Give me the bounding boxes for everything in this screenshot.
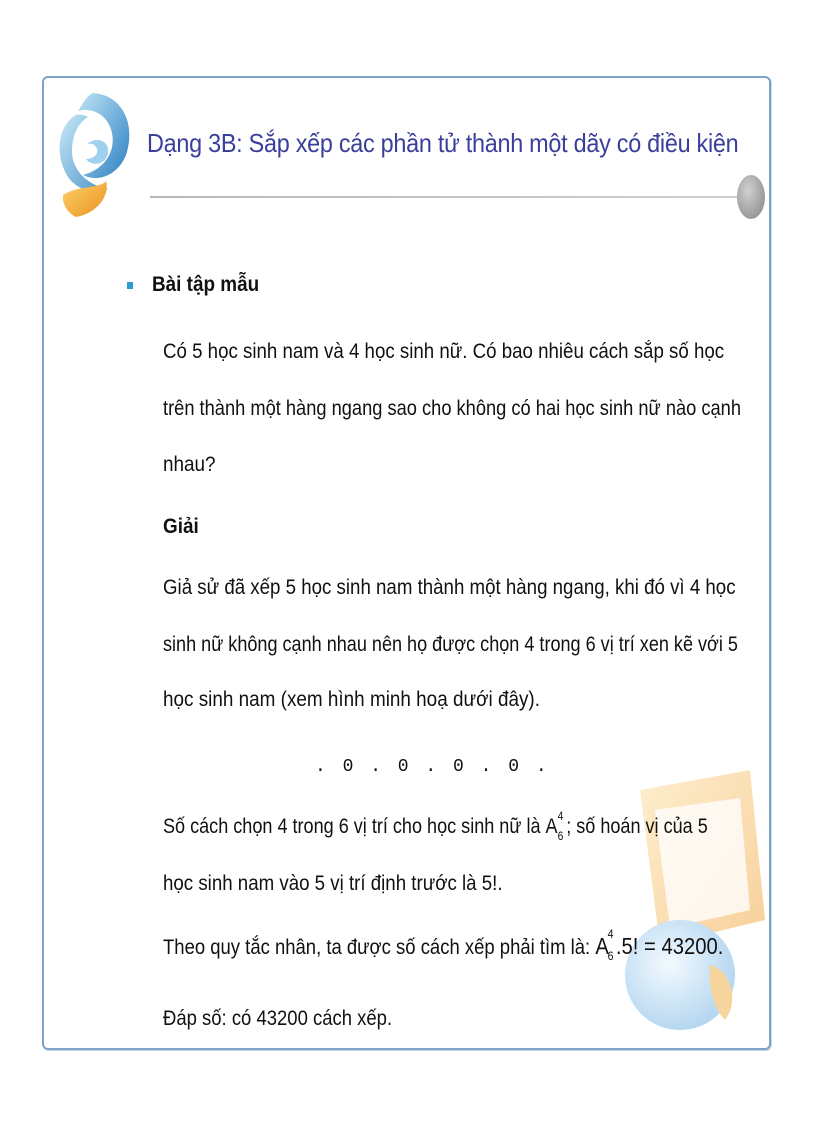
logo-swirl-icon bbox=[48, 85, 138, 225]
solution-line-5: học sinh nam vào 5 vị trí định trước là 5!. bbox=[163, 872, 503, 895]
section-heading: Bài tập mẫu bbox=[152, 273, 260, 296]
bullet-icon bbox=[127, 282, 133, 289]
problem-line-3: nhau? bbox=[163, 453, 216, 476]
folder-globe-icon bbox=[600, 770, 770, 1040]
arrangement-symbol bbox=[545, 809, 564, 843]
solution-label: Giải bbox=[163, 515, 199, 538]
formula-sup: 4 bbox=[607, 927, 614, 941]
formula-sub: 6 bbox=[607, 949, 614, 963]
illustration-dots: . 0 . 0 . 0 . 0 . bbox=[315, 757, 550, 777]
solution-line-6 bbox=[163, 927, 724, 963]
solution-line-2: sinh nữ không cạnh nhau nên họ được chọn 4 trong 6 vị trí xen kẽ với 5 bbox=[163, 633, 738, 656]
choose-prefix: Số cách chọn 4 trong 6 vị trí cho học sinh nữ là bbox=[163, 815, 541, 838]
formula-base: A bbox=[595, 933, 609, 959]
problem-line-2: trên thành một hàng ngang sao cho không có hai học sinh nữ nào cạnh bbox=[163, 397, 742, 420]
rule-suffix: .5! = 43200. bbox=[615, 933, 724, 959]
formula-sub: 6 bbox=[557, 829, 564, 843]
arrangement-symbol-2 bbox=[595, 927, 614, 963]
formula-sup: 4 bbox=[557, 809, 564, 823]
formula-base: A bbox=[545, 815, 558, 838]
page-title: Dạng 3B: Sắp xếp các phần tử thành một dãy có điều kiện bbox=[147, 128, 739, 158]
choose-suffix: ; số hoán vị của 5 bbox=[566, 815, 708, 838]
problem-line-1: Có 5 học sinh nam và 4 học sinh nữ. Có bao nhiêu cách sắp số học bbox=[163, 340, 725, 363]
solution-line-4 bbox=[163, 809, 708, 843]
title-divider bbox=[150, 196, 740, 198]
rule-prefix: Theo quy tắc nhân, ta được số cách xếp phải tìm là: bbox=[163, 936, 591, 959]
solution-line-1: Giả sử đã xếp 5 học sinh nam thành một hàng ngang, khi đó vì 4 học bbox=[163, 576, 736, 599]
answer-line: Đáp số: có 43200 cách xếp. bbox=[163, 1007, 393, 1030]
solution-line-3: học sinh nam (xem hình minh hoạ dưới đây). bbox=[163, 688, 540, 711]
title-knob-decoration bbox=[737, 175, 765, 219]
